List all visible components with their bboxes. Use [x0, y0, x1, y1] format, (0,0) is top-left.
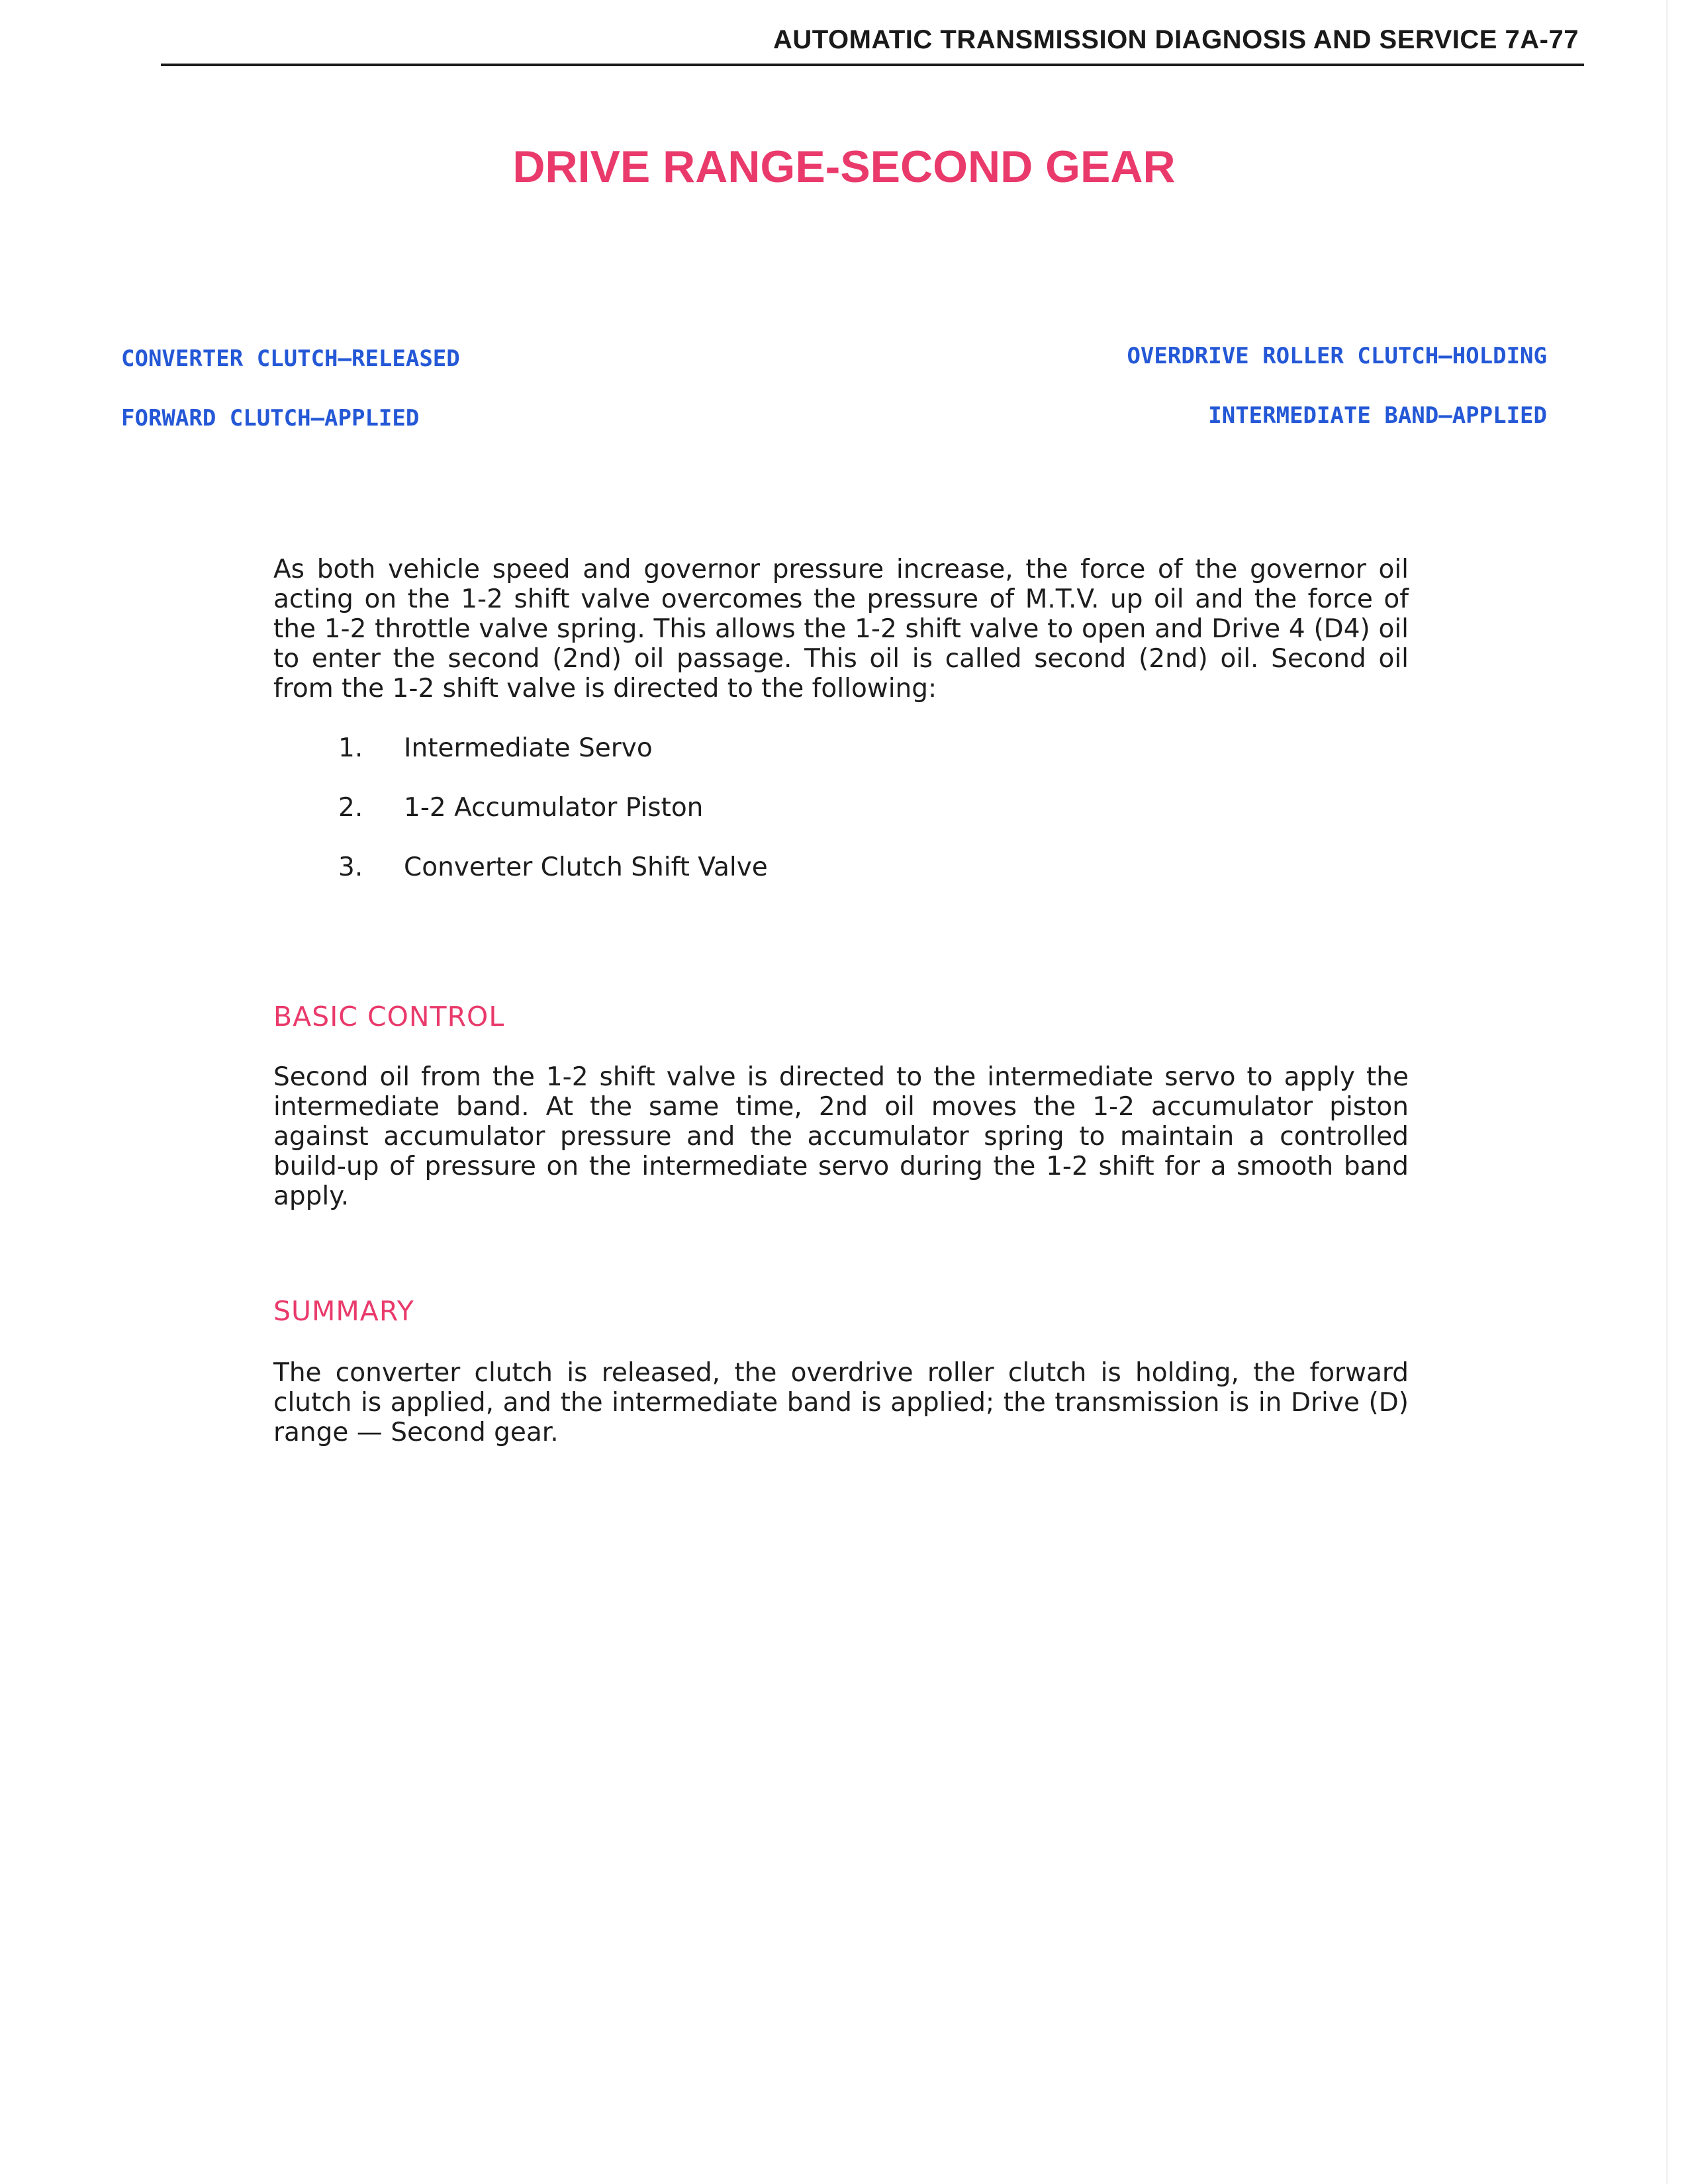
list-item [273, 733, 1409, 793]
status-overdrive-roller-clutch: OVERDRIVE ROLLER CLUTCH—HOLDING [1127, 343, 1547, 369]
directed-to-list [273, 733, 1409, 912]
summary-paragraph: The converter clutch is released, the overdrive roller clutch is holding, the forward clutch is applied, and the intermediate band is applied; the transmission is in Drive (D) range — Second gear. [273, 1358, 1409, 1447]
basic-control-heading: BASIC CONTROL [273, 1001, 505, 1032]
page-title: DRIVE RANGE-SECOND GEAR [512, 142, 1176, 192]
status-intermediate-band: INTERMEDIATE BAND—APPLIED [1208, 402, 1547, 429]
header-rule [161, 64, 1584, 66]
status-forward-clutch: FORWARD CLUTCH—APPLIED [121, 405, 420, 432]
list-item-number: 2. [338, 793, 363, 823]
list-item-text: Converter Clutch Shift Valve [404, 852, 768, 882]
running-head: AUTOMATIC TRANSMISSION DIAGNOSIS AND SERVICE 7A-77 [773, 25, 1579, 54]
scan-edge [1666, 0, 1668, 2184]
list-item-text: Intermediate Servo [404, 733, 653, 763]
list-item [273, 852, 1409, 912]
list-item-number: 3. [338, 852, 363, 882]
list-item-text: 1-2 Accumulator Piston [404, 793, 704, 823]
list-item [273, 793, 1409, 852]
summary-heading: SUMMARY [273, 1295, 414, 1327]
intro-paragraph: As both vehicle speed and governor pressure increase, the force of the governor oil acting on the 1-2 shift valve overcomes the pressure of M.T.V. up oil and the force of the 1-2 throttle valve spring. This allows the 1-2 shift valve to open and Drive 4 (D4) oil to enter the second (2nd) oil passage. This oil is called second (2nd) oil. Second oil from the 1-2 shift valve is directed to the following: [273, 555, 1409, 704]
status-converter-clutch: CONVERTER CLUTCH—RELEASED [121, 345, 460, 372]
list-item-number: 1. [338, 733, 363, 763]
basic-control-paragraph: Second oil from the 1-2 shift valve is directed to the intermediate servo to apply the intermediate band. At the same time, 2nd oil moves the 1-2 accumulator piston against accumulator pressure and the accumulator spring to maintain a controlled build-up of pressure on the intermediate servo during the 1-2 shift for a smooth band apply. [273, 1062, 1409, 1211]
